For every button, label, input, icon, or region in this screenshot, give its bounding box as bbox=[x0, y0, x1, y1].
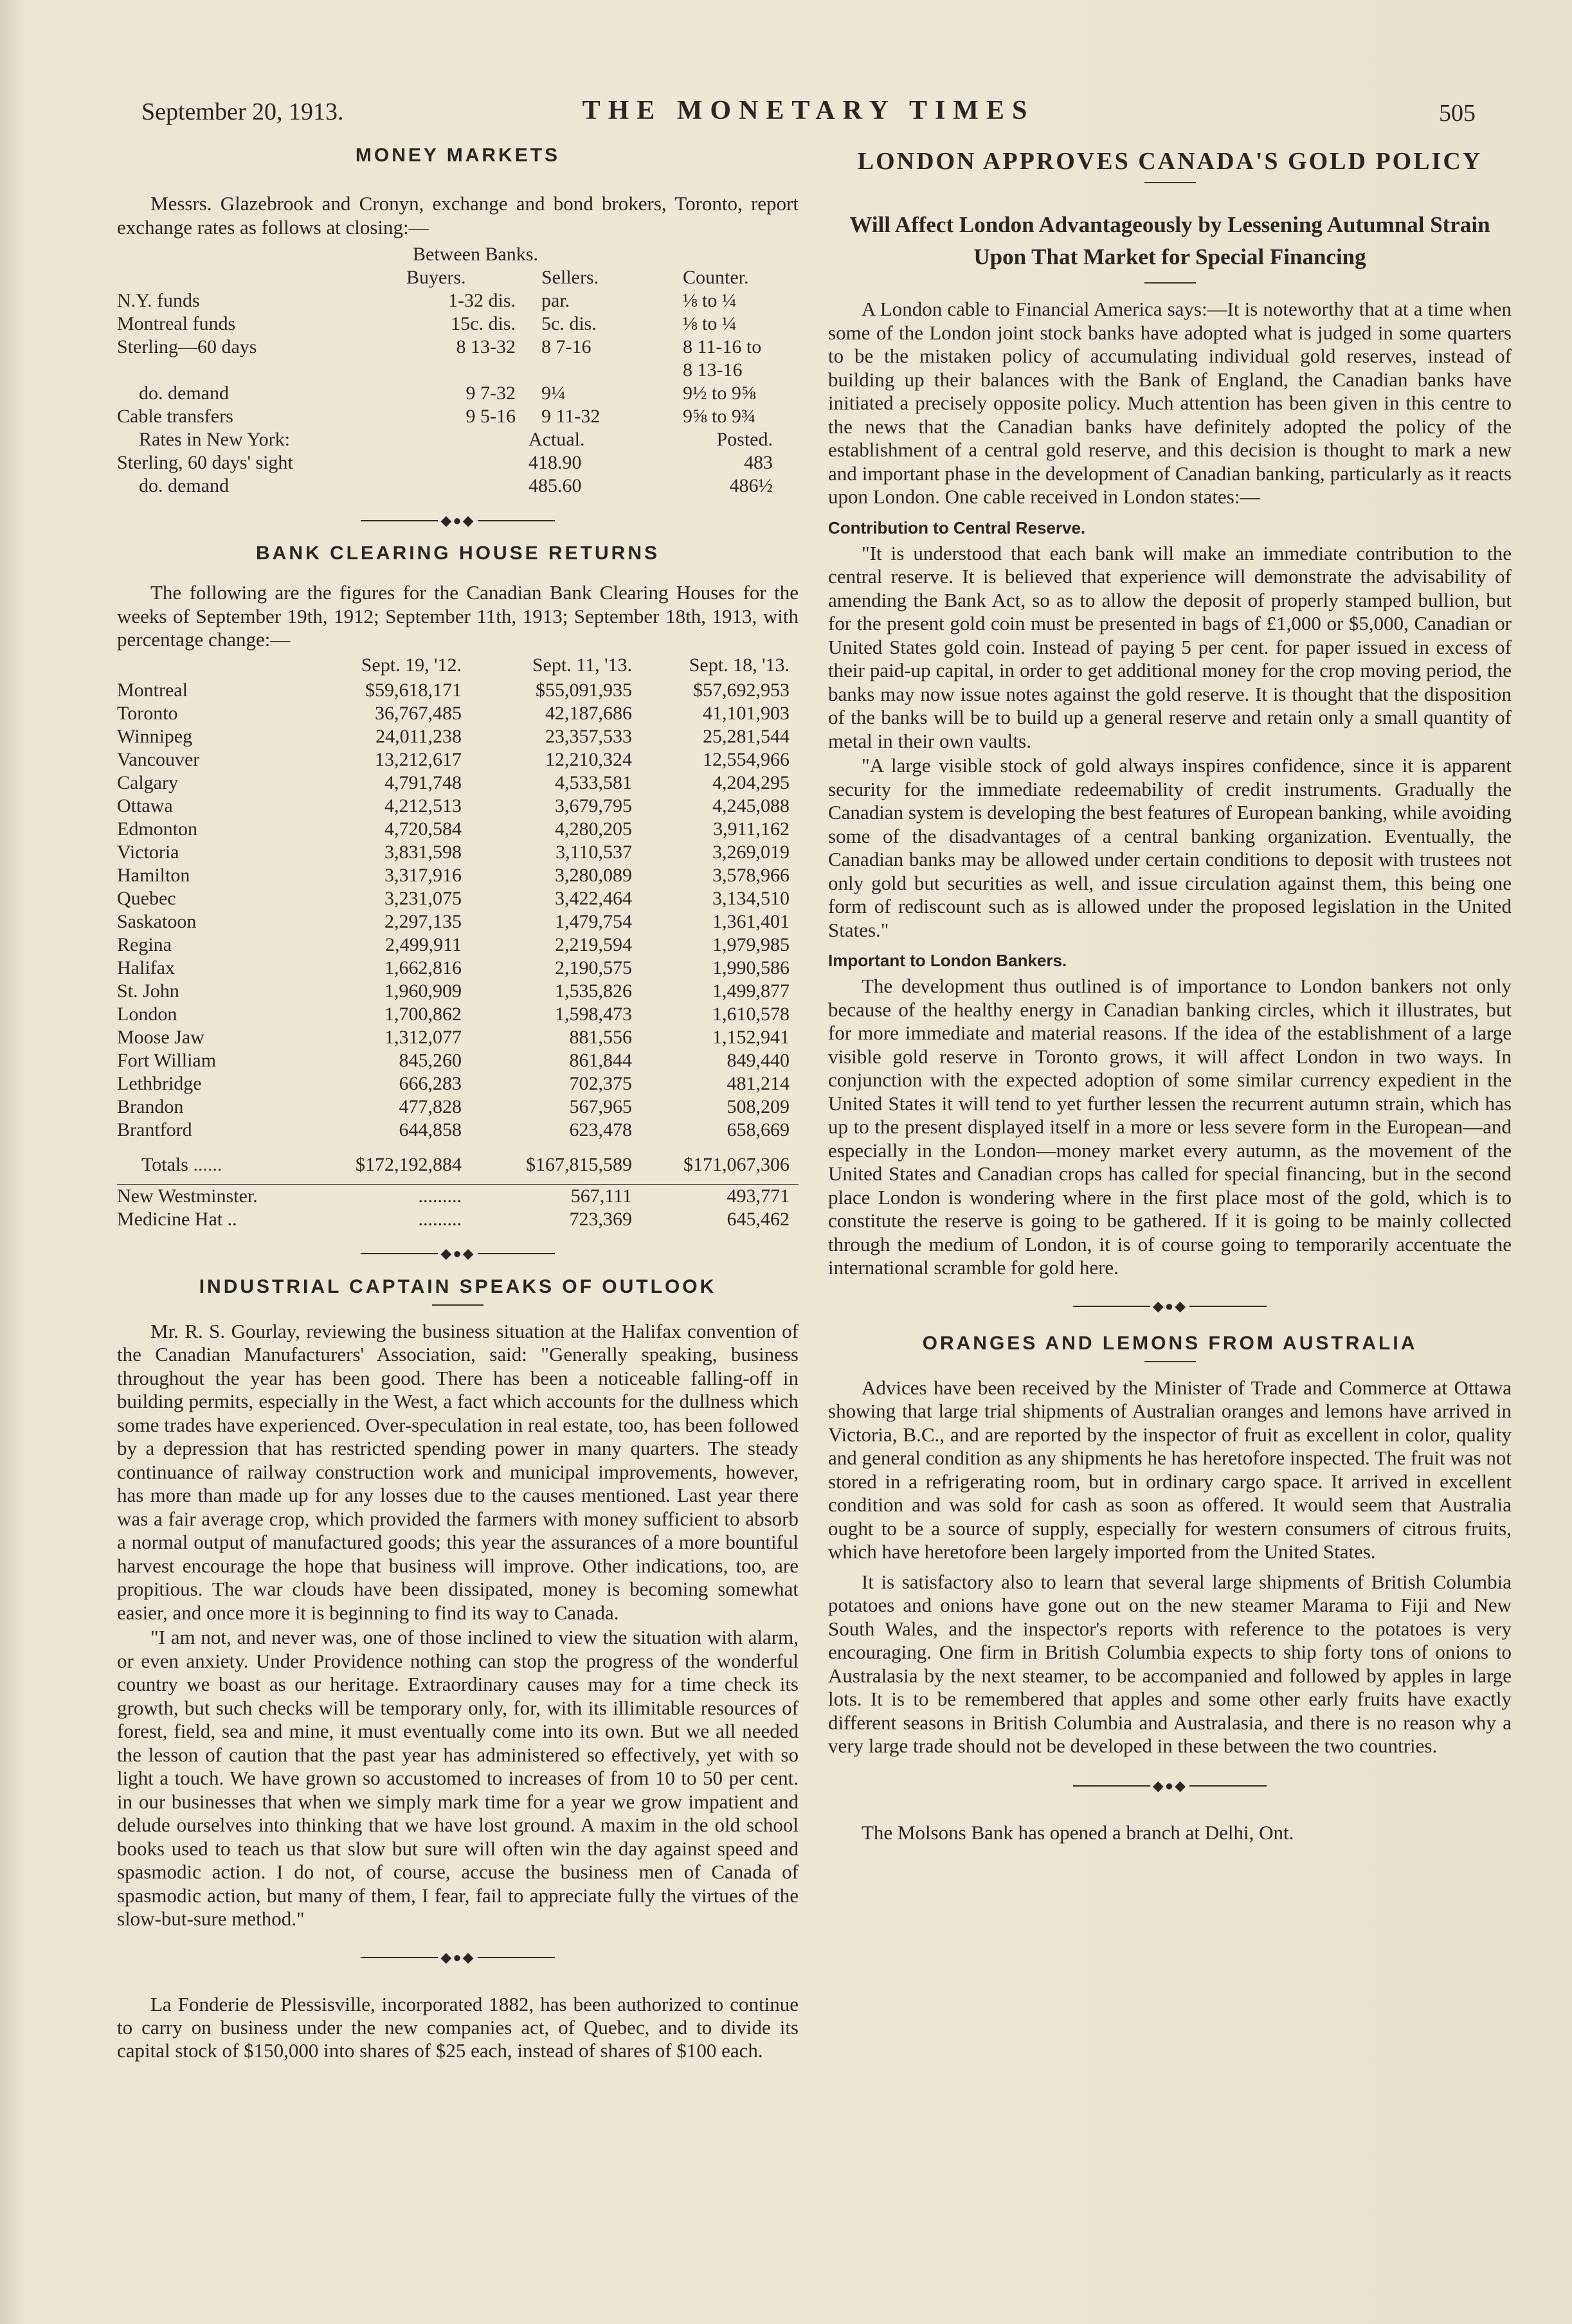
clearing-sep18: 3,578,966 bbox=[712, 864, 790, 886]
page-number: 505 bbox=[1439, 100, 1476, 127]
rate-row bbox=[117, 359, 799, 382]
money-markets-title: MONEY MARKETS bbox=[355, 145, 561, 166]
rate-counter: ⅛ to ¼ bbox=[683, 290, 737, 311]
clearing-city: Lethbridge bbox=[117, 1072, 202, 1094]
rate-buyers: 9 5-16 bbox=[465, 406, 516, 427]
clearing-city: Moose Jaw bbox=[117, 1026, 204, 1048]
clearing-title: BANK CLEARING HOUSE RETURNS bbox=[255, 543, 660, 564]
rate-label bbox=[117, 359, 393, 382]
clearing-city: Edmonton bbox=[117, 818, 197, 840]
ny-rate-posted: 486½ bbox=[729, 475, 773, 496]
clearing-1912: 4,791,748 bbox=[384, 771, 462, 793]
clearing-sep11: 2,219,594 bbox=[555, 933, 632, 955]
ornament-divider: ◆●◆ bbox=[117, 1243, 799, 1263]
rate-sellers: 8 7-16 bbox=[541, 336, 592, 357]
clearing-sep18: 1,979,985 bbox=[712, 933, 790, 955]
header-sellers: Sellers. bbox=[541, 267, 599, 288]
subhead-central-reserve: Contribution to Central Reserve. bbox=[828, 518, 1086, 537]
ny-header-row bbox=[117, 428, 799, 451]
right-column bbox=[828, 145, 1512, 1844]
clearing-1912: 845,260 bbox=[399, 1049, 462, 1071]
clearing-row bbox=[117, 910, 799, 933]
rate-row bbox=[117, 312, 799, 336]
clearing-row bbox=[117, 841, 799, 864]
rates-header-row bbox=[117, 266, 799, 289]
london-paragraph-2: "It is understood that each bank will make an immediate contribution to the central reserve. It is believed that experience will demonstrate the advisability of amending the Bank Act, so as to allow the deposit of properly stamped bullion, but for the present gold coin must be presented in bags of £1,000 or $5,000, Canadian or United States gold coin. Instead of paying 5 per cent. for paper issued in excess of their paid-up capital, in order to get additional money for the crop moving period, the banks may now issue notes against the gold reserve. It is thought that the disposition of the banks will be to build up a general reserve and retain only a small quantity of metal in their own vaults. bbox=[828, 541, 1512, 752]
ny-rate-spacer bbox=[393, 451, 529, 474]
clearing-row bbox=[117, 795, 799, 818]
clearing-sep11: 4,280,205 bbox=[555, 818, 632, 840]
rate-buyers: 8 13-32 bbox=[456, 336, 516, 357]
oranges-paragraph-2: It is satisfactory also to learn that several large shipments of British Columbia potatoes and onions have gone out on the new steamer Marama to Fiji and New South Wales, and the inspector's reports with reference to the potatoes is very encouraging. One firm in British Columbia expects to ship forty tons of onions to Australasia by the next steamer, to be accompanied and followed by apples in large lots. It is to be remembered that apples and some other early fruits have exactly different seasons in British Columbia and Australasia, and there is no reason why a very large trade should not be developed in these between the two countries. bbox=[828, 1570, 1512, 1757]
clearing-1912: $59,618,171 bbox=[365, 679, 462, 701]
totals-1912: $172,192,884 bbox=[356, 1153, 462, 1175]
london-paragraph-4: The development thus outlined is of importance to London bankers not only because of the healthy energy in Canadian banking circles, which it illustrates, but for more immediate and material reasons. If the idea of the establishment of a large visible gold reserve in Toronto grows, it will affect London in two ways. In conjunction with the expected adoption of some similar currency expedient in the United States it will tend to yet further lessen the recurrent autumn strain, which has up to the present displayed itself in a more or less severe form in the European—and especially in the London—money market every autumn, as the movement of the United States and Canadian crops has called for special financing, but in the second place London is wondering where in the first place most of the gold, which is to constitute the reserve is going to be gathered. If it is going to be mainly collected through the medium of London, it is of course going to temporarily accentuate the international scramble for gold here. bbox=[828, 975, 1512, 1279]
clearing-extra-row bbox=[117, 1208, 799, 1231]
ny-rate-label: Sterling, 60 days' sight bbox=[117, 452, 293, 473]
clearing-sep11: 881,556 bbox=[569, 1026, 632, 1048]
rate-buyers: 15c. dis. bbox=[451, 313, 516, 334]
ornament-divider: ◆●◆ bbox=[828, 1295, 1512, 1316]
ny-rate-posted: 483 bbox=[744, 452, 773, 473]
rate-sellers: 9 11-32 bbox=[541, 406, 601, 427]
ny-header-actual: Actual. bbox=[529, 429, 585, 450]
clearing-sep11: 702,375 bbox=[569, 1072, 632, 1094]
ornament-divider: ◆●◆ bbox=[828, 1775, 1512, 1796]
clearing-city: Saskatoon bbox=[117, 910, 197, 932]
clearing-row bbox=[117, 771, 799, 795]
clearing-sep11: 723,369 bbox=[569, 1208, 632, 1230]
clearing-row bbox=[117, 1095, 799, 1119]
rate-row bbox=[117, 336, 799, 359]
rate-label: Montreal funds bbox=[117, 313, 236, 334]
clearing-sep11: 1,535,826 bbox=[555, 980, 632, 1002]
industrial-title: INDUSTRIAL CAPTAIN SPEAKS OF OUTLOOK bbox=[199, 1275, 717, 1297]
clearing-row bbox=[117, 702, 799, 725]
header-counter: Counter. bbox=[683, 267, 749, 288]
issue-date: September 20, 1913. bbox=[141, 98, 344, 125]
rate-buyers bbox=[393, 359, 529, 382]
clearing-sep11: 623,478 bbox=[569, 1119, 632, 1140]
clearing-sep11: $55,091,935 bbox=[536, 679, 632, 701]
clearing-city: Toronto bbox=[117, 702, 178, 724]
clearing-sep11: 3,679,795 bbox=[555, 795, 632, 816]
clearing-sep18: 3,269,019 bbox=[712, 841, 790, 863]
rate-sellers bbox=[529, 359, 657, 382]
rate-label: Sterling—60 days bbox=[117, 336, 257, 357]
clearing-sep18: $57,692,953 bbox=[693, 679, 790, 701]
clearing-row bbox=[117, 864, 799, 887]
exchange-rates-table bbox=[117, 243, 799, 498]
clearing-row bbox=[117, 1049, 799, 1072]
clearing-row bbox=[117, 1026, 799, 1049]
clearing-city: Winnipeg bbox=[117, 725, 193, 747]
rate-counter: 9½ to 9⅝ bbox=[683, 383, 756, 404]
clearing-city: St. John bbox=[117, 980, 179, 1002]
title-rule bbox=[432, 1304, 483, 1306]
clearing-sep18: 849,440 bbox=[727, 1049, 790, 1071]
clearing-sep18: 25,281,544 bbox=[703, 725, 790, 747]
ny-rate-actual: 418.90 bbox=[529, 452, 582, 473]
rate-buyers: 9 7-32 bbox=[465, 383, 516, 404]
ny-rate-label: do. demand bbox=[139, 475, 229, 496]
subhead-london-bankers: Important to London Bankers. bbox=[828, 951, 1067, 970]
running-head bbox=[141, 95, 1476, 134]
rate-counter: 8 13-16 bbox=[683, 359, 743, 381]
clearing-city: Montreal bbox=[117, 679, 188, 701]
title-rule bbox=[1144, 1361, 1196, 1362]
clearing-sep11: 567,965 bbox=[569, 1095, 632, 1117]
london-title: LONDON APPROVES CANADA'S GOLD POLICY bbox=[857, 148, 1483, 175]
clearing-sep18: 1,152,941 bbox=[712, 1026, 790, 1048]
clearing-sep11: 1,598,473 bbox=[555, 1003, 632, 1025]
ny-rate-actual: 485.60 bbox=[529, 475, 582, 496]
clearing-1912: ......... bbox=[418, 1208, 462, 1230]
clearing-sep18: 481,214 bbox=[727, 1072, 790, 1094]
molsons-notice: The Molsons Bank has opened a branch at Delhi, Ont. bbox=[862, 1821, 1294, 1844]
clearing-1912: 2,499,911 bbox=[385, 933, 462, 955]
clearing-row bbox=[117, 887, 799, 910]
clearing-1912: 13,212,617 bbox=[375, 748, 462, 770]
clearing-row bbox=[117, 818, 799, 841]
rate-counter: ⅛ to ¼ bbox=[683, 313, 737, 334]
rate-counter: 9⅝ to 9¾ bbox=[683, 406, 756, 427]
clearing-city: Quebec bbox=[117, 887, 176, 909]
rate-sellers: par. bbox=[541, 290, 570, 311]
ny-rate-row bbox=[117, 451, 799, 474]
clearing-1912: 644,858 bbox=[399, 1119, 462, 1140]
clearing-row bbox=[117, 1119, 799, 1142]
ornament-divider: ◆●◆ bbox=[117, 1947, 799, 1967]
oranges-paragraph-1: Advices have been received by the Minister of Trade and Commerce at Ottawa showing that large trial shipments of Australian oranges and lemons have arrived in Victoria, B.C., and are reported by the inspector of fruit as excellent in color, quality and general condition as any shipments he has heretofore inspected. The fruit was not stored in a refrigerating room, but in ordinary cargo space. It arrived in excellent condition and was sold for cash as soon as offered. It would seem that Australia ought to be a source of supply, especially for western consumers of citrous fruits, which have heretofore been largely imported from the United States. bbox=[828, 1376, 1512, 1563]
london-deck: Will Affect London Advantageously by Lessening Autumnal Strain Upon That Market for Special Financing bbox=[849, 212, 1490, 269]
clearing-row bbox=[117, 1003, 799, 1026]
clearing-city: London bbox=[117, 1003, 177, 1025]
publication-title: THE MONETARY TIMES bbox=[582, 96, 1035, 125]
rate-counter: 8 11-16 to bbox=[683, 336, 762, 357]
clearing-sep18: 1,610,578 bbox=[712, 1003, 790, 1025]
clearing-sep11: 23,357,533 bbox=[545, 725, 632, 747]
rate-row bbox=[117, 289, 799, 312]
deck-rule bbox=[1144, 282, 1196, 284]
clearing-1912: 24,011,238 bbox=[375, 725, 462, 747]
clearing-table bbox=[117, 652, 799, 1231]
clearing-row bbox=[117, 748, 799, 771]
left-column bbox=[117, 145, 799, 2062]
clearing-sep18: 1,990,586 bbox=[712, 957, 790, 978]
clearing-sep18: 508,209 bbox=[727, 1095, 790, 1117]
rate-row bbox=[117, 382, 799, 405]
clearing-header-1912: Sept. 19, '12. bbox=[361, 654, 462, 676]
clearing-1912: 2,297,135 bbox=[384, 910, 462, 932]
clearing-1912: 3,317,916 bbox=[384, 864, 462, 886]
london-paragraph-1: A London cable to Financial America says:—It is noteworthy that at a time when some of the London joint stock banks have adopted what is judged in some quarters to be the mistaken policy of accumulating individual gold reserves, instead of building up their balances with the Bank of England, the Canadian banks have initiated a precisely opposite policy. Much attention has been given in this centre to the news that the Canadian banks have definitely adopted the policy of the establishment of a central gold reserve, and this decision is thought to mark a new and important phase in the development of Canadian banking, particularly as it reacts upon London. One cable received in London states:— bbox=[828, 298, 1512, 508]
rate-row bbox=[117, 405, 799, 428]
clearing-1912: 3,231,075 bbox=[384, 887, 462, 909]
clearing-1912: 3,831,598 bbox=[384, 841, 462, 863]
clearing-sep11: 42,187,686 bbox=[545, 702, 632, 724]
rate-sellers: 9¼ bbox=[541, 383, 566, 404]
clearing-1912: 4,212,513 bbox=[384, 795, 462, 816]
between-banks-label: Between Banks. bbox=[413, 244, 538, 265]
clearing-city: New Westminster. bbox=[117, 1184, 310, 1208]
clearing-1912: 1,662,816 bbox=[384, 957, 462, 978]
clearing-row bbox=[117, 679, 799, 702]
industrial-paragraph-1: Mr. R. S. Gourlay, reviewing the business situation at the Halifax convention of the Canadian Manufacturers' Association, said: "Generally speaking, business throughout the year has been good. There has been a noticeable falling-off in building permits, especially in the West, a fact which accounts for the dullness which some trades have experienced. Over-speculation in real estate, too, has been followed by a depression that has restricted spending power in many quarters. The steady continuance of railway construction work and municipal improvements, however, has more than made up for any losses due to the causes mentioned. Last year there was a fair average crop, which provided the farmers with money sufficient to absorb a normal output of manufactured goods; this year the assurances of a more bountiful harvest encourage the hope that business will improve. Other indications, too, are propitious. The war clouds have been dissipated, money is becoming somewhat easier, and once more it is beginning to find its way to Canada. bbox=[117, 1319, 799, 1624]
clearing-city: Calgary bbox=[117, 771, 178, 793]
totals-label: Totals ...... bbox=[141, 1153, 222, 1175]
ny-header-label: Rates in New York: bbox=[139, 429, 291, 450]
clearing-city: Halifax bbox=[117, 957, 175, 978]
clearing-city: Hamilton bbox=[117, 864, 190, 886]
clearing-totals-row bbox=[117, 1142, 799, 1185]
clearing-row bbox=[117, 725, 799, 748]
rate-buyers: 1-32 dis. bbox=[448, 290, 516, 311]
clearing-city: Brandon bbox=[117, 1095, 184, 1117]
clearing-1912: 1,960,909 bbox=[384, 980, 462, 1002]
clearing-1912: ......... bbox=[310, 1184, 471, 1208]
clearing-sep11: 1,479,754 bbox=[555, 910, 632, 932]
clearing-row bbox=[117, 980, 799, 1003]
clearing-sep11: 3,280,089 bbox=[555, 864, 632, 886]
london-paragraph-3: "A large visible stock of gold always inspires confidence, since it is apparent security for the immediate redeemability of credit instruments. Gradually the Canadian system is developing the best features of European banking, while avoiding some of the disadvantages of a central banking organization. Eventually, the Canadian banks may be allowed under certain conditions to deposit with trustees not only gold but securities as well, and issue circulation against them, this being one form of rediscount such as is allowed under the proposed legislation in the United States." bbox=[828, 754, 1512, 941]
rate-sellers: 5c. dis. bbox=[541, 313, 597, 334]
clearing-sep11: 861,844 bbox=[569, 1049, 632, 1071]
fonderie-notice: La Fonderie de Plessisville, incorporated 1882, has been authorized to continue to carry on business under the new companies act, of Quebec, and to divide its capital stock of $150,000 into shares of $25 each, instead of shares of $100 each. bbox=[117, 1992, 799, 2062]
clearing-city: Victoria bbox=[117, 841, 179, 863]
totals-sep18: $171,067,306 bbox=[683, 1153, 790, 1175]
clearing-row bbox=[117, 957, 799, 980]
clearing-sep18: 4,245,088 bbox=[712, 795, 790, 816]
ny-rate-spacer bbox=[393, 474, 529, 498]
title-rule bbox=[1144, 182, 1196, 183]
clearing-sep18: 3,134,510 bbox=[712, 887, 790, 909]
totals-sep11: $167,815,589 bbox=[526, 1153, 632, 1175]
clearing-city: Brantford bbox=[117, 1119, 192, 1140]
clearing-sep11: 4,533,581 bbox=[555, 771, 632, 793]
clearing-sep18: 12,554,966 bbox=[703, 748, 790, 770]
clearing-header-sep18: Sept. 18, '13. bbox=[689, 654, 790, 676]
clearing-sep18: 1,361,401 bbox=[712, 910, 790, 932]
header-buyers: Buyers. bbox=[406, 267, 466, 288]
rate-label: do. demand bbox=[139, 383, 229, 404]
clearing-intro: The following are the figures for the Canadian Bank Clearing Houses for the weeks of September 19th, 1912; September 11th, 1913; September 18th, 1913, with percentage change:— bbox=[117, 581, 799, 651]
ny-rate-row bbox=[117, 474, 799, 498]
clearing-extra-row bbox=[117, 1184, 799, 1208]
money-markets-intro: Messrs. Glazebrook and Cronyn, exchange and bond brokers, Toronto, report exchange rates as follows at closing:— bbox=[117, 192, 799, 239]
ny-header-posted: Posted. bbox=[716, 429, 773, 450]
clearing-city: Medicine Hat .. bbox=[117, 1208, 237, 1230]
clearing-city: Ottawa bbox=[117, 795, 173, 816]
clearing-1912: 1,700,862 bbox=[384, 1003, 462, 1025]
industrial-paragraph-2: "I am not, and never was, one of those inclined to view the situation with alarm, or even anxiety. Under Providence nothing can stop the progress of the wonderful country we boast as our heritage. Extraordinary causes may for a time check its growth, but such checks will be temporary only, for, with its illimitable resources of forest, field, sea and mine, it must eventually come into its own. But we all needed the lesson of caution that the past year has administered so effectively, yet with so light a touch. We have grown so accustomed to increases of from 10 to 50 per cent. in our businesses that when we simply mark time for a year we grow impatient and delude ourselves into thinking that we have lost ground. A maxim in the old school books used to teach us that slow but sure will often win the day against speed and spasmodic action. I do not, of course, accuse the business men of Canada of spasmodic action, but many of them, I fear, fail to appreciate fully the virtues of the slow-but-sure method." bbox=[117, 1626, 799, 1930]
clearing-sep18: 4,204,295 bbox=[712, 771, 790, 793]
rate-label: N.Y. funds bbox=[117, 290, 200, 311]
clearing-row bbox=[117, 933, 799, 957]
rate-label: Cable transfers bbox=[117, 406, 233, 427]
clearing-header-sep11: Sept. 11, '13. bbox=[532, 654, 632, 676]
clearing-sep11: 2,190,575 bbox=[555, 957, 632, 978]
clearing-sep11: 12,210,324 bbox=[545, 748, 632, 770]
between-banks-row bbox=[117, 243, 799, 266]
clearing-1912: 4,720,584 bbox=[384, 818, 462, 840]
clearing-sep11: 3,110,537 bbox=[556, 841, 632, 863]
clearing-sep11: 567,111 bbox=[471, 1184, 641, 1208]
clearing-city: Fort William bbox=[117, 1049, 217, 1071]
clearing-sep18: 1,499,877 bbox=[712, 980, 790, 1002]
clearing-sep18: 645,462 bbox=[727, 1208, 790, 1230]
clearing-city: Vancouver bbox=[117, 748, 200, 770]
clearing-1912: 477,828 bbox=[399, 1095, 462, 1117]
clearing-sep18: 41,101,903 bbox=[703, 702, 790, 724]
clearing-sep11: 3,422,464 bbox=[555, 887, 632, 909]
clearing-sep18: 3,911,162 bbox=[713, 818, 790, 840]
clearing-sep18: 493,771 bbox=[641, 1184, 799, 1208]
clearing-1912: 1,312,077 bbox=[384, 1026, 462, 1048]
oranges-title: ORANGES AND LEMONS FROM AUSTRALIA bbox=[922, 1332, 1418, 1354]
clearing-1912: 666,283 bbox=[399, 1072, 462, 1094]
clearing-city: Regina bbox=[117, 933, 172, 955]
ornament-divider: ◆●◆ bbox=[117, 509, 799, 530]
clearing-sep18: 658,669 bbox=[727, 1119, 790, 1140]
clearing-1912: 36,767,485 bbox=[375, 702, 462, 724]
clearing-row bbox=[117, 1072, 799, 1095]
clearing-header-row bbox=[117, 652, 799, 679]
